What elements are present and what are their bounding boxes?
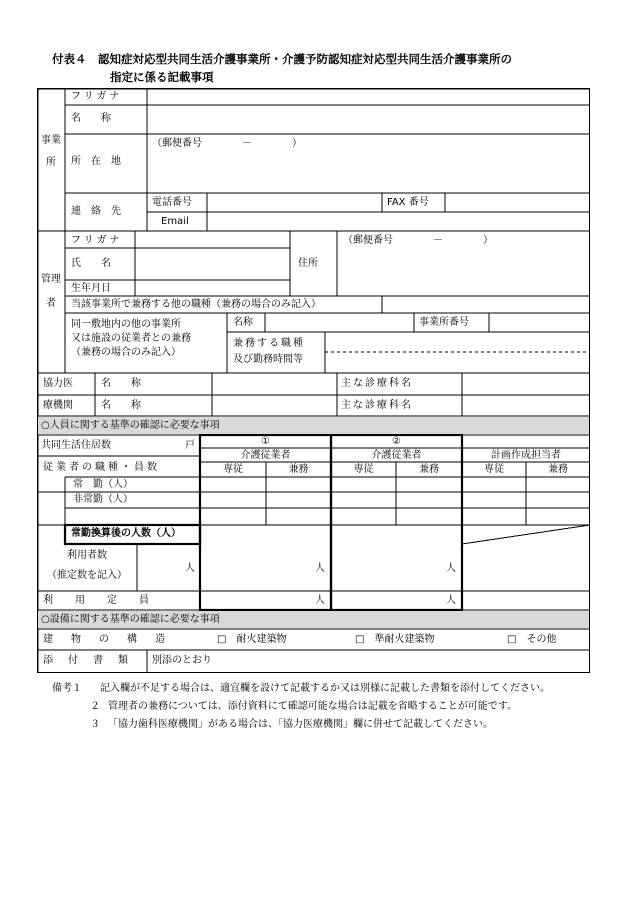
cooperating-name-label-2: 名 称	[101, 400, 141, 411]
staff-users-label-line2: （推定数を記入）	[47, 570, 127, 581]
staff-col2-users-unit: 人	[446, 563, 456, 574]
equipment-section-header: ○設備に関する基準の確認に必要な事項	[41, 614, 220, 625]
form-title	[52, 50, 512, 86]
manager-name-label: 氏 名	[71, 258, 111, 269]
staff-col2-concurrent: 兼務	[419, 464, 439, 475]
staff-section-header: ○人員に関する基準の確認に必要な事項	[41, 420, 220, 431]
manager-job-label-line1: 兼務する職種	[233, 338, 305, 349]
manager-other-role-label: 当該事業所で兼務する他の職種（兼務の場合のみ記入）	[71, 299, 321, 310]
manager-other-facility-line2: 又は施設の従業者との兼務	[71, 333, 191, 344]
notes	[52, 680, 597, 734]
staff-col2-care-staff: 介護従業者	[371, 450, 422, 461]
staff-col2-number: ②	[392, 436, 401, 447]
note-1-text: 記入欄が不足する場合は、適宜欄を設けて記載するか又は別様に記載した書類を添付してください。	[100, 683, 550, 694]
office-phone-label: 電話番号	[152, 197, 192, 208]
manager-furigana-label: フリガナ	[71, 235, 123, 246]
note-3	[52, 716, 597, 734]
note-2	[52, 698, 597, 716]
staff-job-header: 従業者の職種・員数	[43, 462, 160, 473]
equipment-option-semi-fireproof[interactable]: □ 準耐火建築物	[355, 634, 435, 645]
staff-units-suffix: 戸	[185, 440, 195, 451]
note-3-number: ３	[90, 719, 100, 730]
form-table	[37, 88, 590, 673]
staff-part-time-label: 非常勤（人）	[73, 494, 133, 505]
staff-users-label-line1: 利用者数	[67, 550, 107, 561]
cooperating-label-line2: 療機関	[43, 400, 73, 411]
cooperating-dept-label: 主な診療科名	[341, 378, 413, 389]
staff-capacity-label: 利用定員	[43, 595, 171, 606]
equipment-building-label: 建物の構造	[43, 634, 183, 645]
office-furigana-label: フリガナ	[71, 91, 123, 102]
office-email-label: Email	[161, 216, 189, 227]
staff-col1-concurrent: 兼務	[288, 464, 309, 475]
staff-col1-capacity-unit: 人	[315, 595, 325, 606]
equipment-option-fireproof[interactable]: □ 耐火建築物	[217, 634, 287, 645]
note-2-number: ２	[90, 701, 100, 712]
manager-other-facility-line3: （兼務の場合のみ記入）	[71, 347, 181, 358]
cooperating-dept-label-2: 主な診療科名	[341, 400, 413, 411]
cooperating-name-label: 名 称	[101, 378, 141, 389]
office-contact-label: 連 絡 先	[71, 206, 121, 217]
note-1	[52, 680, 597, 698]
equipment-attach-value: 別添のとおり	[152, 655, 212, 666]
note-head: 備考１	[52, 683, 82, 694]
staff-col1-care-staff: 介護従業者	[240, 450, 291, 461]
staff-planner-concurrent: 兼務	[548, 464, 568, 475]
staff-users-unit: 人	[185, 563, 195, 574]
manager-section-label: 管理者	[41, 274, 61, 309]
manager-address-label: 住所	[298, 258, 318, 269]
staff-regular-label: 常 勤（人）	[73, 479, 133, 490]
staff-planner-fulltime: 専従	[484, 464, 504, 475]
staff-planner-header: 計画作成担当者	[491, 450, 561, 461]
form-title-line2: 指定に係る記載事項	[110, 70, 214, 84]
office-section-label: 事業所	[41, 135, 61, 168]
staff-col2-capacity-unit: 人	[446, 595, 456, 606]
equipment-attach-label: 添付書類	[43, 655, 143, 666]
manager-birthdate-label: 生年月日	[71, 283, 111, 294]
staff-col1-number: ①	[261, 436, 270, 447]
manager-facility-name-label: 名称	[233, 317, 253, 328]
form-title-line1: 付表４ 認知症対応型共同生活介護事業所・介護予防認知症対応型共同生活介護事業所の	[52, 52, 512, 66]
manager-job-label-line2: 及び勤務時間等	[233, 354, 303, 365]
manager-postal-code: （郵便番号 － ）	[343, 235, 493, 246]
office-name-label: 名 称	[71, 113, 111, 124]
office-fax-label: FAX 番号	[387, 197, 429, 208]
staff-col1-fulltime: 専従	[223, 464, 243, 475]
equipment-option-other[interactable]: □ その他	[507, 634, 557, 645]
staff-col1-users-unit: 人	[315, 563, 325, 574]
manager-facility-number-label: 事業所番号	[419, 317, 469, 328]
note-3-text: 「協力歯科医療機関」がある場合は、「協力医療機関」欄に併せて記載してください。	[108, 719, 493, 730]
manager-other-facility-line1: 同一敷地内の他の事業所	[71, 319, 181, 330]
note-2-text: 管理者の兼務については、添付資料にて確認可能な場合は記載を省略することが可能です。	[108, 701, 517, 712]
staff-converted-label: 常勤換算後の人数（人）	[71, 528, 181, 539]
office-address-label: 所 在 地	[71, 156, 121, 167]
cooperating-label-line1: 協力医	[43, 378, 73, 389]
staff-units-label: 共同生活住居数	[41, 440, 111, 451]
staff-col2-fulltime: 専従	[353, 464, 374, 475]
office-postal-code: （郵便番号 － ）	[152, 138, 302, 149]
